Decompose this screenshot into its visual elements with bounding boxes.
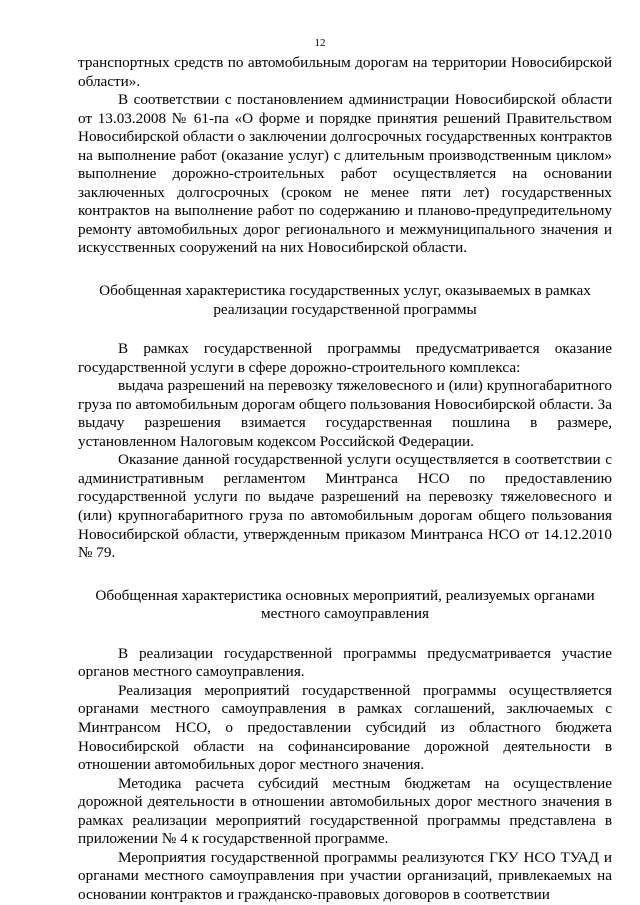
paragraph: Методика расчета субсидий местным бюджетам на осуществление дорожной деятельности в отношении автомобильных дорог местного значения в рамках реализации мероприятий государственной программы представлена в приложении № 4 к государственной программе. [78,774,612,848]
section-municipal [78,645,612,905]
paragraph: Оказание данной государственной услуги осуществляется в соответствии с административным регламентом Минтранса НСО по предоставлению государственной услуги по выдаче разрешений на перевозку тяжеловесного и (или) крупногабаритного груза по автомобильным дорогам общего пользования Новосибирской области, утвержденным приказом Минтранса НСО от 14.12.2010 № 79. [78,451,612,562]
paragraph: выдача разрешений на перевозку тяжеловесного и (или) крупногабаритного груза по автомобильным дорогам общего пользования Новосибирской области. За выдачу разрешения взимается государственная пошлина в размере, установленном Налоговым кодексом Российской Федерации. [78,377,612,450]
paragraph: В реализации государственной программы предусматривается участие органов местного самоуправления. [78,644,612,681]
paragraph: В соответствии с постановлением администрации Новосибирской области от 13.03.2008 № 61-па «О форме и порядке принятия решений Правительством Новосибирской области о заключении долгосрочных государственных контрактов на выполнение работ (оказание услуг) с длительным производственным циклом» выполнение дорожно-строительных работ осуществляется на основании заключенных долгосрочных (сроком не менее пяти лет) государственных контрактов на выполнение работ по содержанию и планово-предупредительному ремонту автомобильных дорог регионального и межмуниципального значения и искусственных сооружений на них Новосибирской области. [78,91,612,257]
paragraph: транспортных средств по автомобильным дорогам на территории Новосибирской области». [78,54,612,90]
section-heading-services: Обобщенная характеристика государственных услуг, оказываемых в рамках реализации государственной программы [99,282,591,318]
paragraph: В рамках государственной программы предусматривается оказание государственной услуги в сфере дорожно-строительного комплекса: [78,340,612,376]
paragraph: Реализация мероприятий государственной программы осуществляется органами местного самоуправления в рамках соглашений, заключаемых с Минтрансом НСО, о предоставлении субсидий из областного бюджета Новосибирской области на софинансирование дорожной деятельности в отношении автомобильных дорог местного значения. [78,681,612,774]
spacer [78,563,612,587]
spacer [78,319,612,340]
spacer [78,258,612,282]
section-services [78,340,612,563]
section-heading-municipal: Обобщенная характеристика основных мероприятий, реализуемых органами местного самоуправления [95,586,595,623]
paragraph: Мероприятия государственной программы реализуются ГКУ НСО ТУАД и органами местного самоуправления при участии организаций, привлекаемых на основании контрактов и гражданско-правовых договоров в соответствии [78,848,612,903]
page-content [78,54,612,904]
section-intro [78,54,612,258]
spacer [78,624,612,645]
page-number: 12 [314,37,326,49]
